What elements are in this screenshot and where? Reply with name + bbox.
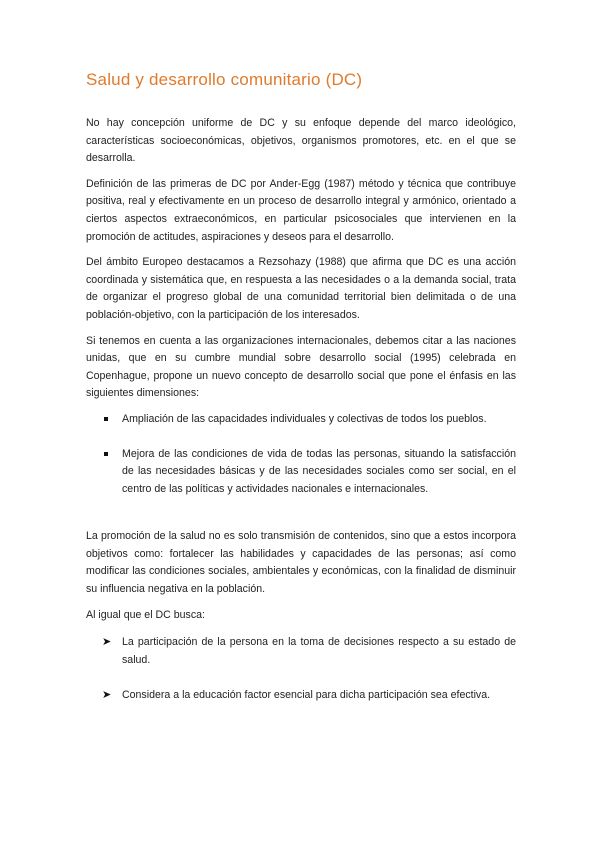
list-item [86, 446, 516, 499]
dc-goals-list [86, 634, 516, 705]
list-item-text: La participación de la persona en la toma de decisiones respecto a su estado de salud. [122, 636, 516, 666]
paragraph-naciones-unidas: Si tenemos en cuenta a las organizaciones internacionales, debemos citar a las naciones unidas, que en su cumbre mundial sobre desarrollo social (1995) celebrada en Copenhague, propone un nuevo concepto de desarrollo social que pone el énfasis en las siguientes dimensiones: [86, 334, 516, 400]
arrow-bullet-icon: ➤ [102, 636, 112, 649]
document-body [86, 70, 516, 705]
square-bullet-icon [104, 417, 108, 421]
list-item [86, 687, 516, 705]
list-item [86, 634, 516, 669]
list-item-text: Considera a la educación factor esencial para dicha participación sea efectiva. [122, 689, 491, 702]
paragraph-ander-egg: Definición de las primeras de DC por Ander-Egg (1987) método y técnica que contribuye positiva, real y efectivamente en un proceso de desarrollo integral y armónico, orientado a ciertos aspectos extraeconómicos, en particular psicosociales que intervienen en la promoción de actitudes, aspiraciones y deseos para el desarrollo. [86, 177, 516, 243]
arrow-bullet-icon: ➤ [102, 689, 112, 702]
dimensions-list [86, 411, 516, 498]
paragraph-rezsohazy: Del ámbito Europeo destacamos a Rezsohazy (1988) que afirma que DC es una acción coordinada y sistemática que, en respuesta a las necesidades o a la demanda social, trata de organizar el progreso global de una comunidad territorial bien delimitada o de una población-objetivo, con la participación de los interesados. [86, 256, 516, 321]
list-item-text: Mejora de las condiciones de vida de todas las personas, situando la satisfacción de las necesidades básicas y de las necesidades sociales como ser social, en el centro de las políticas y actividades nacionales e internacionales. [122, 447, 516, 495]
square-bullet-icon [104, 452, 108, 456]
paragraph-dc-intro: Al igual que el DC busca: [86, 608, 205, 621]
page-title: Salud y desarrollo comunitario (DC) [86, 70, 363, 89]
paragraph-intro: No hay concepción uniforme de DC y su enfoque depende del marco ideológico, características socioeconómicas, objetivos, organismos promotores, etc. en el que se desarrolla. [86, 117, 516, 165]
list-item [86, 411, 516, 429]
paragraph-promocion: La promoción de la salud no es solo transmisión de contenidos, sino que a estos incorpora objetivos como: fortalecer las habilidades y capacidades de las personas; así como modificar las condiciones sociales, ambientales y económicas, con la finalidad de disminuir su influencia negativa en la población. [86, 530, 516, 596]
list-item-text: Ampliación de las capacidades individuales y colectivas de todos los pueblos. [122, 412, 487, 425]
